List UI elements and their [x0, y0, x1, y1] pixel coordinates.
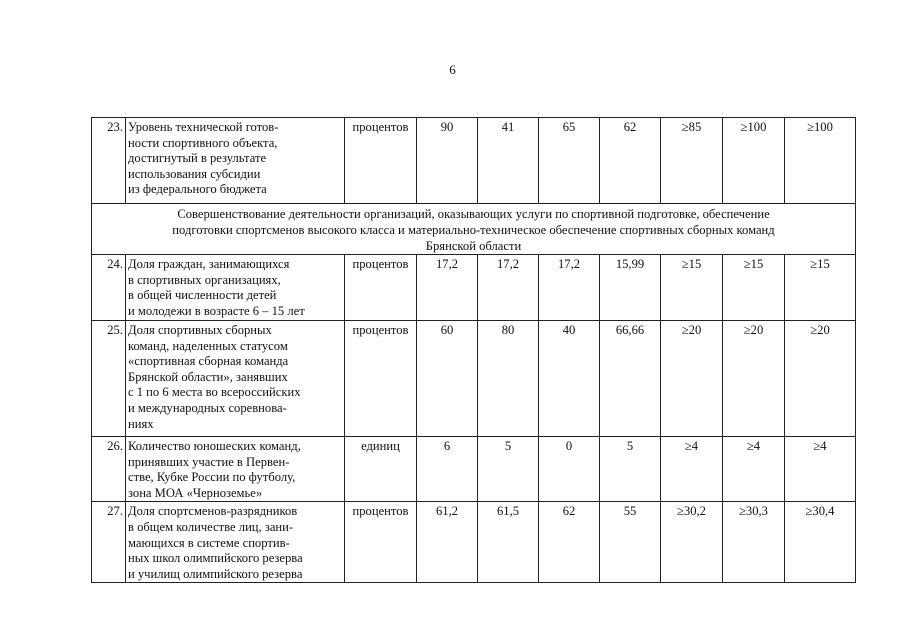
indicator-name: [126, 118, 345, 204]
indicator-name-line: и международных соревнова-: [128, 400, 287, 415]
row-number: 27.: [92, 502, 126, 583]
indicator-name-line: использования субсидии: [128, 166, 261, 181]
indicator-name-line: «спортивная сборная команда: [128, 354, 289, 369]
value-cell: 5: [478, 437, 539, 502]
section-heading-line: Брянской области: [425, 239, 522, 253]
indicator-name-line: мающихся в системе спортив-: [128, 535, 290, 550]
indicator-name-line: Доля граждан, занимающихся: [128, 257, 290, 271]
value-cell: 0: [539, 437, 600, 502]
value-cell: ≥100: [785, 118, 856, 204]
value-cell: ≥4: [661, 437, 723, 502]
unit-cell: единиц: [345, 437, 417, 502]
page-number: 6: [449, 62, 456, 77]
value-cell: 5: [600, 437, 661, 502]
value-cell: ≥15: [785, 255, 856, 321]
indicator-name-line: ных школ олимпийского резерва: [128, 551, 303, 566]
indicator-name-line: и молодежи в возрасте 6 – 15 лет: [128, 303, 305, 318]
value-cell: 61,5: [478, 502, 539, 583]
value-cell: 60: [417, 321, 478, 437]
section-heading-line: Совершенствование деятельности организаций, оказывающих услуги по спортивной подготовке, обеспечение: [177, 207, 770, 221]
indicator-name: [126, 502, 345, 583]
section-heading-line: подготовки спортсменов высокого класса и материально-техническое обеспечение спортивных сборных команд: [172, 223, 775, 237]
row-number: 25.: [92, 321, 126, 437]
row-number: 24.: [92, 255, 126, 321]
value-cell: ≥85: [661, 118, 723, 204]
value-cell: 17,2: [478, 255, 539, 321]
value-cell: 55: [600, 502, 661, 583]
indicator-name-line: стве, Кубке России по футболу,: [128, 470, 296, 485]
indicator-name-line: Уровень технической готов-: [128, 120, 279, 134]
value-cell: ≥4: [785, 437, 856, 502]
value-cell: 62: [600, 118, 661, 204]
indicator-name-line: Доля спортсменов-разрядников: [128, 504, 298, 519]
unit-cell: процентов: [345, 255, 417, 321]
row-number: 23.: [92, 118, 126, 204]
value-cell: ≥15: [661, 255, 723, 321]
indicator-name-line: ниях: [128, 416, 154, 431]
value-cell: 6: [417, 437, 478, 502]
value-cell: 17,2: [417, 255, 478, 321]
value-cell: 65: [539, 118, 600, 204]
table-row: [92, 255, 856, 321]
indicator-name-line: с 1 по 6 места во всероссийских: [128, 385, 301, 400]
unit-cell: процентов: [345, 502, 417, 583]
indicator-name-line: принявших участие в Первен-: [128, 454, 290, 469]
indicator-name-line: Количество юношеских команд,: [128, 439, 301, 453]
value-cell: ≥20: [723, 321, 785, 437]
value-cell: ≥30,2: [661, 502, 723, 583]
indicator-name-line: Брянской области», занявших: [128, 369, 288, 384]
indicator-name-line: из федерального бюджета: [128, 182, 267, 197]
table-row: [92, 321, 856, 437]
indicator-name-line: ности спортивного объекта,: [128, 135, 278, 150]
indicator-name-line: команд, наделенных статусом: [128, 338, 288, 353]
value-cell: 80: [478, 321, 539, 437]
indicator-name: [126, 255, 345, 321]
indicator-name-line: в общем количестве лиц, зани-: [128, 519, 294, 534]
table-row: [92, 118, 856, 204]
table-row: [92, 502, 856, 583]
table-row: [92, 437, 856, 502]
value-cell: ≥20: [785, 321, 856, 437]
indicator-name-line: в общей численности детей: [128, 288, 277, 303]
section-heading: [92, 204, 856, 255]
indicator-name-line: достигнутый в результате: [128, 151, 267, 166]
value-cell: ≥30,3: [723, 502, 785, 583]
value-cell: ≥20: [661, 321, 723, 437]
section-row: [92, 204, 856, 255]
value-cell: ≥30,4: [785, 502, 856, 583]
value-cell: ≥4: [723, 437, 785, 502]
value-cell: 41: [478, 118, 539, 204]
value-cell: 66,66: [600, 321, 661, 437]
value-cell: ≥15: [723, 255, 785, 321]
value-cell: 61,2: [417, 502, 478, 583]
indicator-name: [126, 437, 345, 502]
indicator-name-line: в спортивных организациях,: [128, 272, 281, 287]
value-cell: 62: [539, 502, 600, 583]
indicator-name: [126, 321, 345, 437]
unit-cell: процентов: [345, 118, 417, 204]
unit-cell: процентов: [345, 321, 417, 437]
value-cell: 90: [417, 118, 478, 204]
value-cell: ≥100: [723, 118, 785, 204]
value-cell: 40: [539, 321, 600, 437]
value-cell: 17,2: [539, 255, 600, 321]
value-cell: 15,99: [600, 255, 661, 321]
indicator-name-line: зона МОА «Черноземье»: [128, 485, 263, 500]
indicator-name-line: Доля спортивных сборных: [128, 323, 272, 337]
row-number: 26.: [92, 437, 126, 502]
indicator-name-line: и училищ олимпийского резерва: [128, 566, 303, 581]
indicators-table: [91, 117, 856, 583]
